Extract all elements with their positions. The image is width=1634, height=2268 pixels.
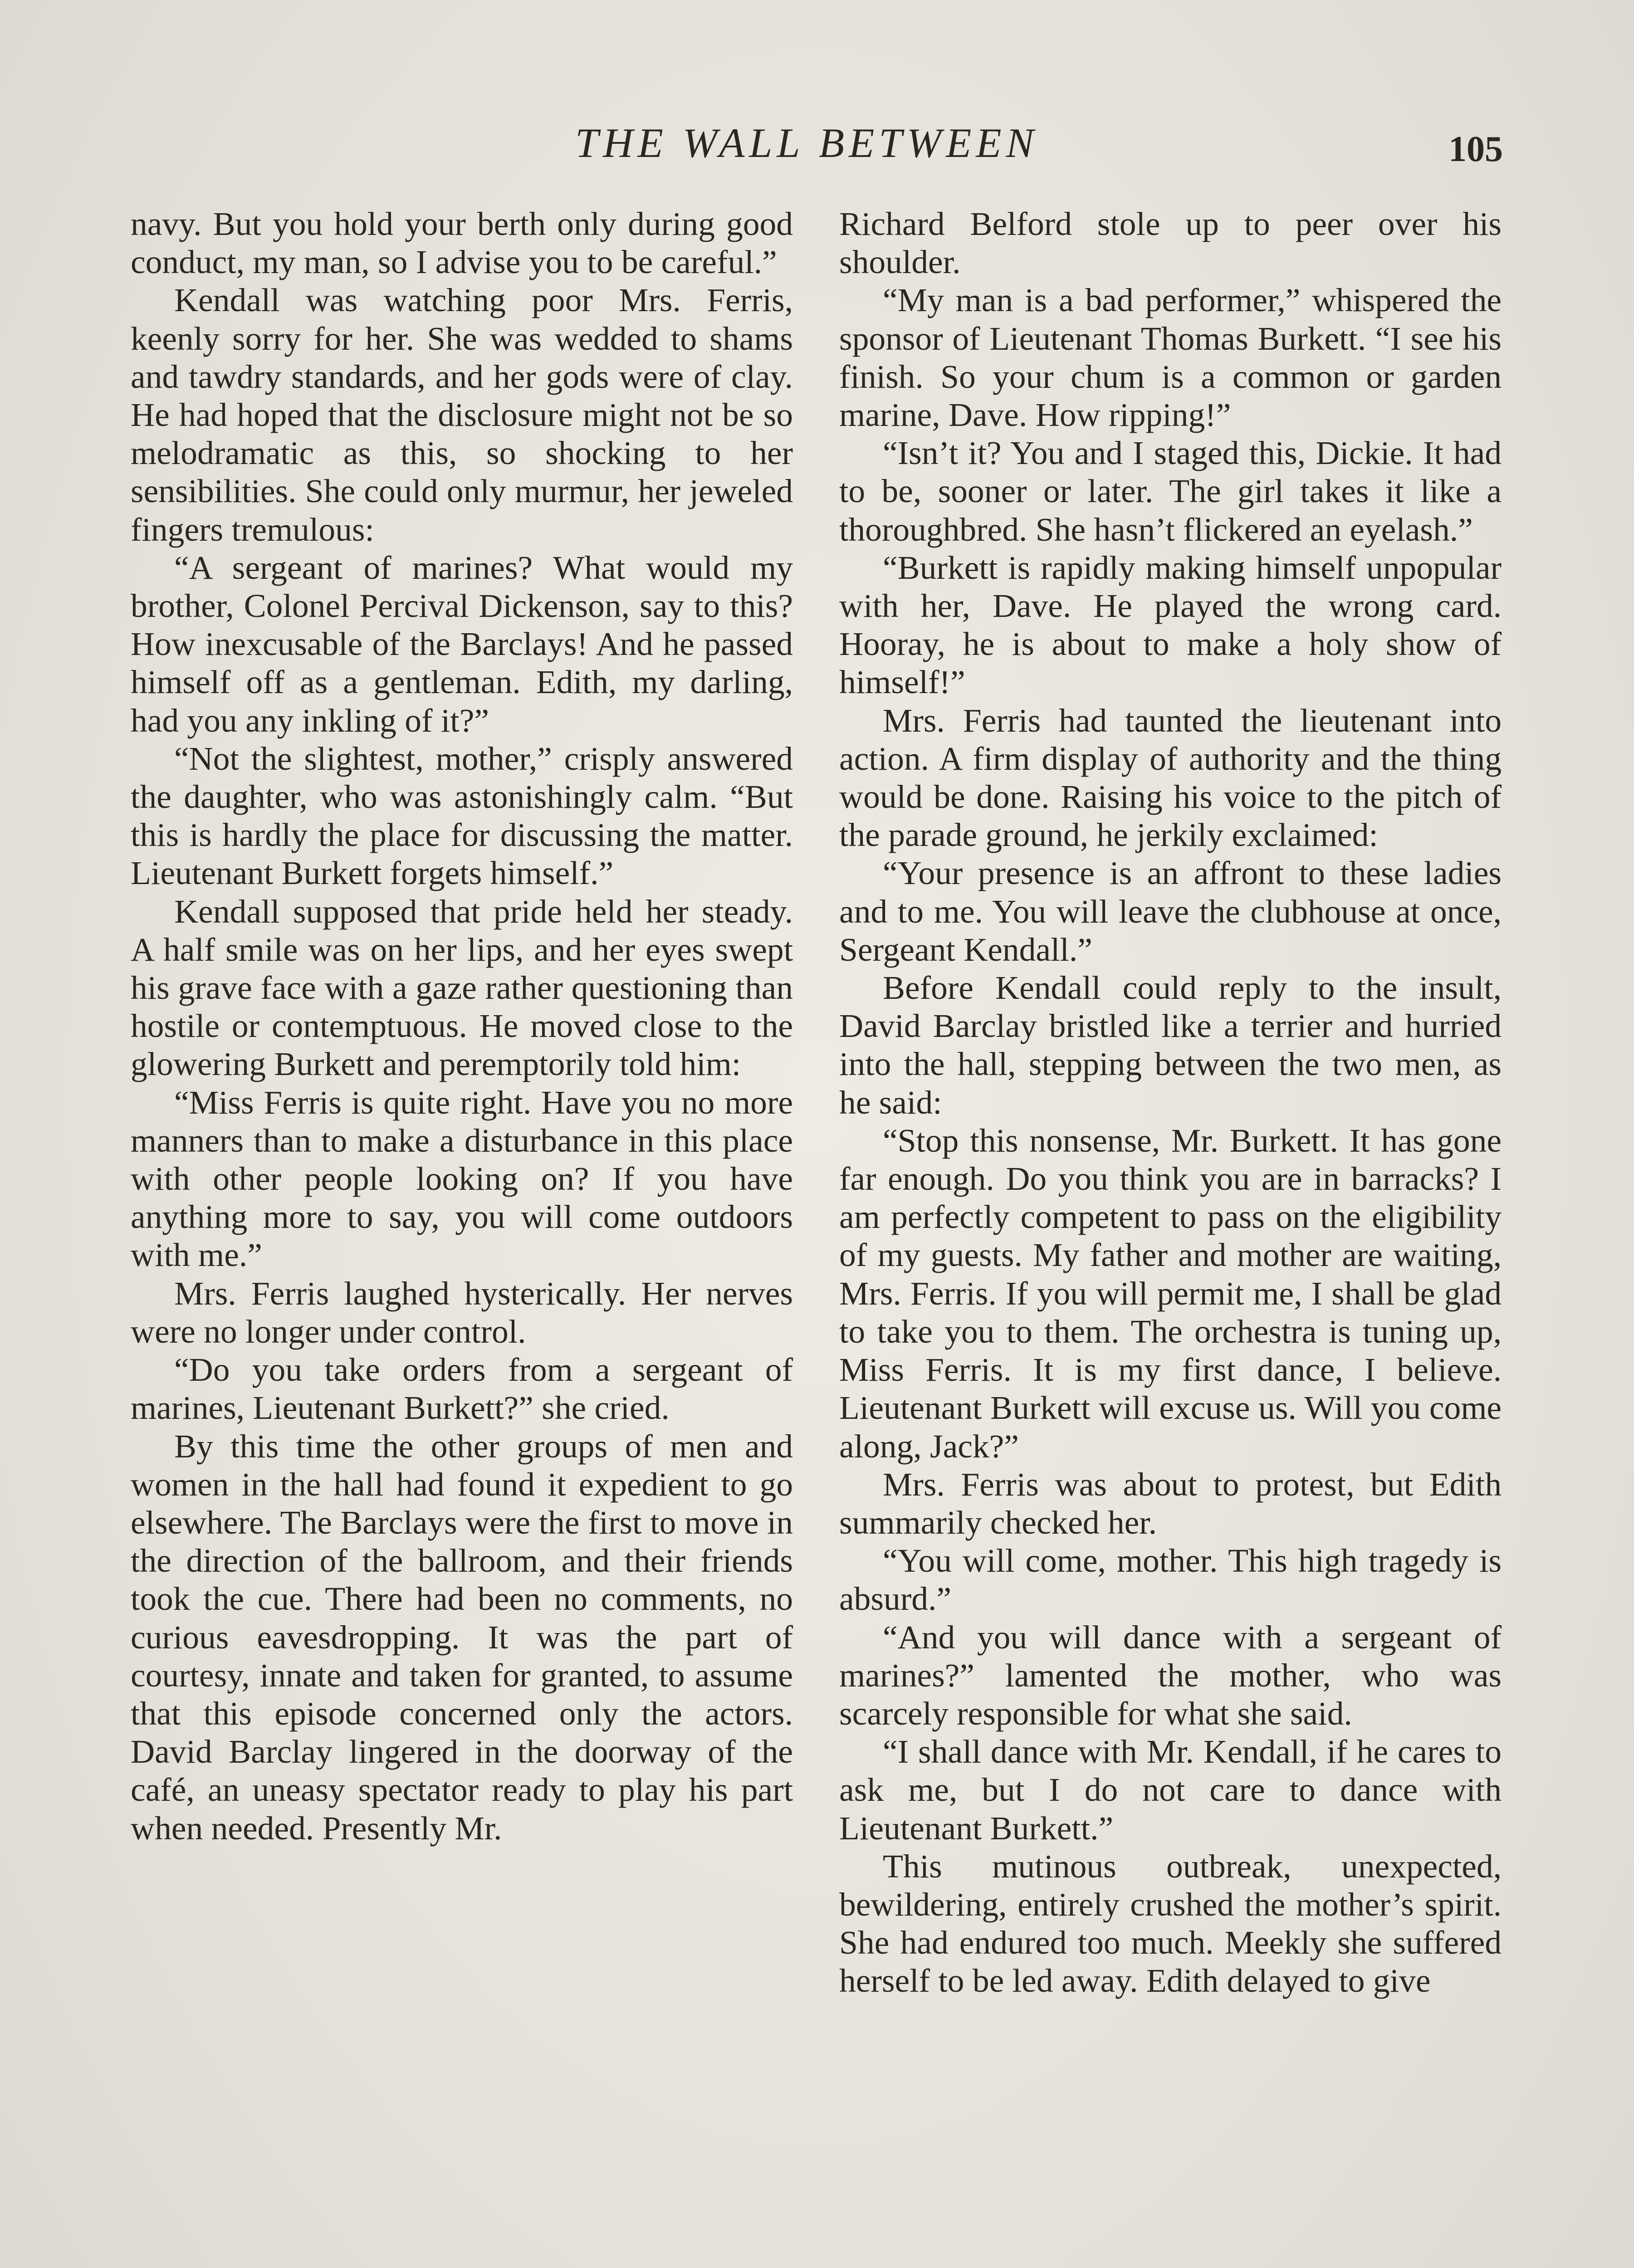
paragraph: Kendall supposed that pride held her steady. A half smile was on her lips, and her eyes swept his grave face with a gaze rather questioning than hostile or contemptuous. He moved close to the glowering Burkett and peremptorily told him: (131, 893, 793, 1083)
paragraph: By this time the other groups of men and women in the hall had found it expedient to go elsewhere. The Barclays were the first to move in the direction of the ballroom, and their friends took the cue. There had been no comments, no curious eavesdropping. It was the part of courtesy, innate and taken for granted, to assume that this episode concerned only the actors. David Barclay lingered in the doorway of the café, an uneasy spectator ready to play his part when needed. Presently Mr. (131, 1427, 793, 1847)
paragraph: Mrs. Ferris had taunted the lieutenant into action. A firm display of authority and the thing would be done. Raising his voice to the pitch of the parade ground, he jerkily exclaimed: (839, 702, 1502, 854)
paragraph: “Do you take orders from a sergeant of marines, Lieutenant Burkett?” she cried. (131, 1351, 793, 1427)
paragraph: This mutinous outbreak, unexpected, bewildering, entirely crushed the mother’s spirit. She had endured too much. Meekly she suffered herself to be led away. Edith delayed to give (839, 1848, 1502, 1999)
paragraph: navy. But you hold your berth only during good conduct, my man, so I advise you to be careful.” (131, 205, 793, 281)
left-text-column (131, 205, 793, 1848)
paragraph: “You will come, mother. This high tragedy is absurd.” (839, 1542, 1502, 1618)
paragraph: “My man is a bad performer,” whispered the sponsor of Lieutenant Thomas Burkett. “I see his finish. So your chum is a common or garden marine, Dave. How ripping!” (839, 282, 1502, 434)
running-title: THE WALL BETWEEN (575, 120, 1038, 166)
paragraph: “Miss Ferris is quite right. Have you no more manners than to make a disturbance in this place with other people looking on? If you have anything more to say, you will come outdoors with me.” (131, 1084, 793, 1274)
paragraph: “Isn’t it? You and I staged this, Dickie. It had to be, sooner or later. The girl takes it like a thoroughbred. She hasn’t flickered an eyelash.” (839, 435, 1502, 548)
paragraph: “Burkett is rapidly making himself unpopular with her, Dave. He played the wrong card. Hooray, he is about to make a holy show of himself!” (839, 549, 1502, 701)
paragraph: Before Kendall could reply to the insult, David Barclay bristled like a terrier and hurried into the hall, stepping between the two men, as he said: (839, 969, 1502, 1121)
paragraph: “And you will dance with a sergeant of marines?” lamented the mother, who was scarcely responsible for what she said. (839, 1618, 1502, 1732)
paragraph: Kendall was watching poor Mrs. Ferris, keenly sorry for her. She was wedded to shams and tawdry standards, and her gods were of clay. He had hoped that the disclosure might not be so melodramatic as this, so shocking to her sensibilities. She could only murmur, her jeweled fingers tremulous: (131, 282, 793, 548)
paragraph: Mrs. Ferris laughed hysterically. Her nerves were no longer under control. (131, 1275, 793, 1350)
paragraph: “A sergeant of marines? What would my brother, Colonel Percival Dickenson, say to this? How inexcusable of the Barclays! And he passed himself off as a gentleman. Edith, my darling, had you any inkling of it?” (131, 549, 793, 739)
page-number: 105 (1448, 129, 1503, 169)
paragraph: “Your presence is an affront to these ladies and to me. You will leave the clubhouse at once, Sergeant Kendall.” (839, 855, 1502, 968)
paragraph: “Stop this nonsense, Mr. Burkett. It has gone far enough. Do you think you are in barracks? I am perfectly competent to pass on the eligibility of my guests. My father and mother are waiting, Mrs. Ferris. If you will permit me, I shall be glad to take you to them. The orchestra is tuning up, Miss Ferris. It is my first dance, I believe. Lieutenant Burkett will excuse us. Will you come along, Jack?” (839, 1122, 1502, 1465)
paragraph: Mrs. Ferris was about to protest, but Edith summarily checked her. (839, 1466, 1502, 1541)
paragraph: “Not the slightest, mother,” crisply answered the daughter, who was astonishingly calm. “But this is hardly the place for discussing the matter. Lieutenant Burkett forgets himself.” (131, 740, 793, 892)
paragraph: “I shall dance with Mr. Kendall, if he cares to ask me, but I do not care to dance with Lieutenant Burkett.” (839, 1733, 1502, 1847)
right-text-column (839, 205, 1502, 2000)
paragraph: Richard Belford stole up to peer over his shoulder. (839, 205, 1502, 281)
